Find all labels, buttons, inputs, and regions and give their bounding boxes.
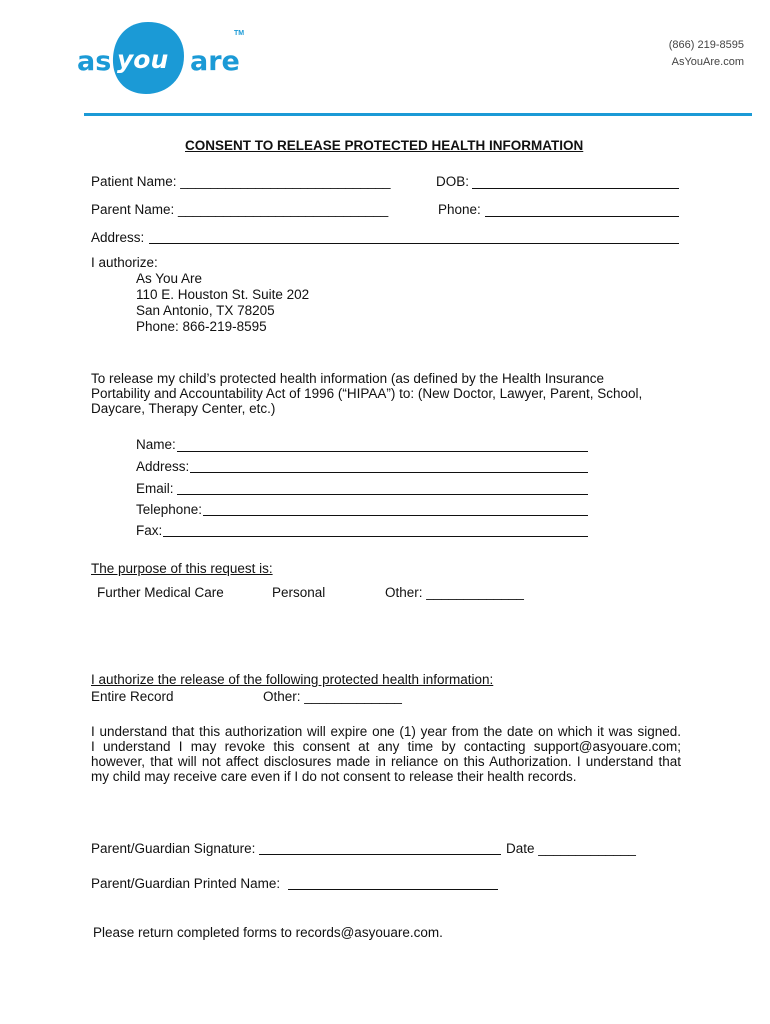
return-instructions: Please return completed forms to records@asyouare.com. (93, 925, 443, 940)
date-field[interactable]: Date _____________ (506, 841, 636, 856)
paragraph-line: I understand that this authorization will expire one (1) year from the date on which it was signed. (91, 724, 681, 739)
recipient-telephone-label: Telephone: (136, 502, 203, 517)
paragraph-line: I understand I may revoke this consent at any time by contacting support@asyouare.com; (91, 739, 681, 754)
patient-name-field[interactable]: Patient Name: ____________________________ (91, 174, 391, 189)
purpose-option-personal[interactable]: Personal (272, 585, 326, 600)
authorize-line: San Antonio, TX 78205 (136, 303, 275, 318)
address-label: Address: (91, 230, 145, 245)
dob-label: DOB: (436, 174, 470, 189)
release-info-heading: I authorize the release of the following protected health information: (91, 672, 494, 687)
authorize-address-block (136, 271, 309, 335)
recipient-fax-field[interactable] (163, 536, 588, 537)
parent-name-field[interactable]: Parent Name: ____________________________ (91, 202, 389, 217)
authorize-line: Phone: 866-219-8595 (136, 319, 267, 334)
header-divider (84, 113, 752, 116)
logo-you: you (117, 45, 169, 74)
paragraph-line: Daycare, Therapy Center, etc.) (91, 401, 276, 416)
header-website: AsYouAre.com (671, 56, 744, 68)
release-option-other[interactable]: Other: _____________ (263, 689, 402, 704)
authorize-line: As You Are (136, 271, 203, 286)
printed-name-field[interactable] (288, 889, 498, 890)
logo-as: as (77, 46, 112, 77)
paragraph-line: Portability and Accountability Act of 1996 (“HIPAA”) to: (New Doctor, Lawyer, Parent, School, (91, 386, 643, 401)
release-paragraph (91, 371, 681, 416)
signature-field[interactable] (259, 854, 501, 855)
release-option-entire-record[interactable]: Entire Record (91, 689, 174, 704)
header-phone: (866) 219-8595 (668, 39, 744, 51)
purpose-option-other[interactable]: Other: _____________ (385, 585, 524, 600)
dob-field[interactable] (472, 188, 679, 189)
page-title: CONSENT TO RELEASE PROTECTED HEALTH INFORMATION (185, 138, 584, 153)
address-field[interactable] (149, 243, 679, 244)
logo-are: are (190, 46, 240, 77)
expiry-paragraph (91, 724, 681, 784)
printed-name-label: Parent/Guardian Printed Name: (91, 876, 281, 891)
purpose-option-medical[interactable]: Further Medical Care (97, 585, 224, 600)
recipient-email-field[interactable] (177, 494, 588, 495)
logo-trademark: TM (234, 30, 245, 37)
authorize-label: I authorize: (91, 255, 158, 270)
phone-label: Phone: (438, 202, 481, 217)
authorize-line: 110 E. Houston St. Suite 202 (136, 287, 310, 302)
recipient-email-label: Email: (136, 481, 174, 496)
recipient-address-label: Address: (136, 459, 190, 474)
paragraph-line: however, that will not affect disclosures made in reliance on this Authorization. I understand that (91, 754, 681, 769)
recipient-address-field[interactable] (190, 472, 588, 473)
recipient-fax-label: Fax: (136, 523, 163, 538)
purpose-heading: The purpose of this request is: (91, 561, 273, 576)
recipient-name-label: Name: (136, 437, 176, 452)
recipient-name-field[interactable] (177, 451, 588, 452)
signature-label: Parent/Guardian Signature: (91, 841, 256, 856)
phone-field[interactable] (485, 216, 679, 217)
paragraph-line: my child may receive care even if I do not consent to release their health records. (91, 769, 577, 784)
recipient-telephone-field[interactable] (203, 515, 588, 516)
paragraph-line: To release my child’s protected health information (as defined by the Health Insurance (91, 371, 605, 386)
